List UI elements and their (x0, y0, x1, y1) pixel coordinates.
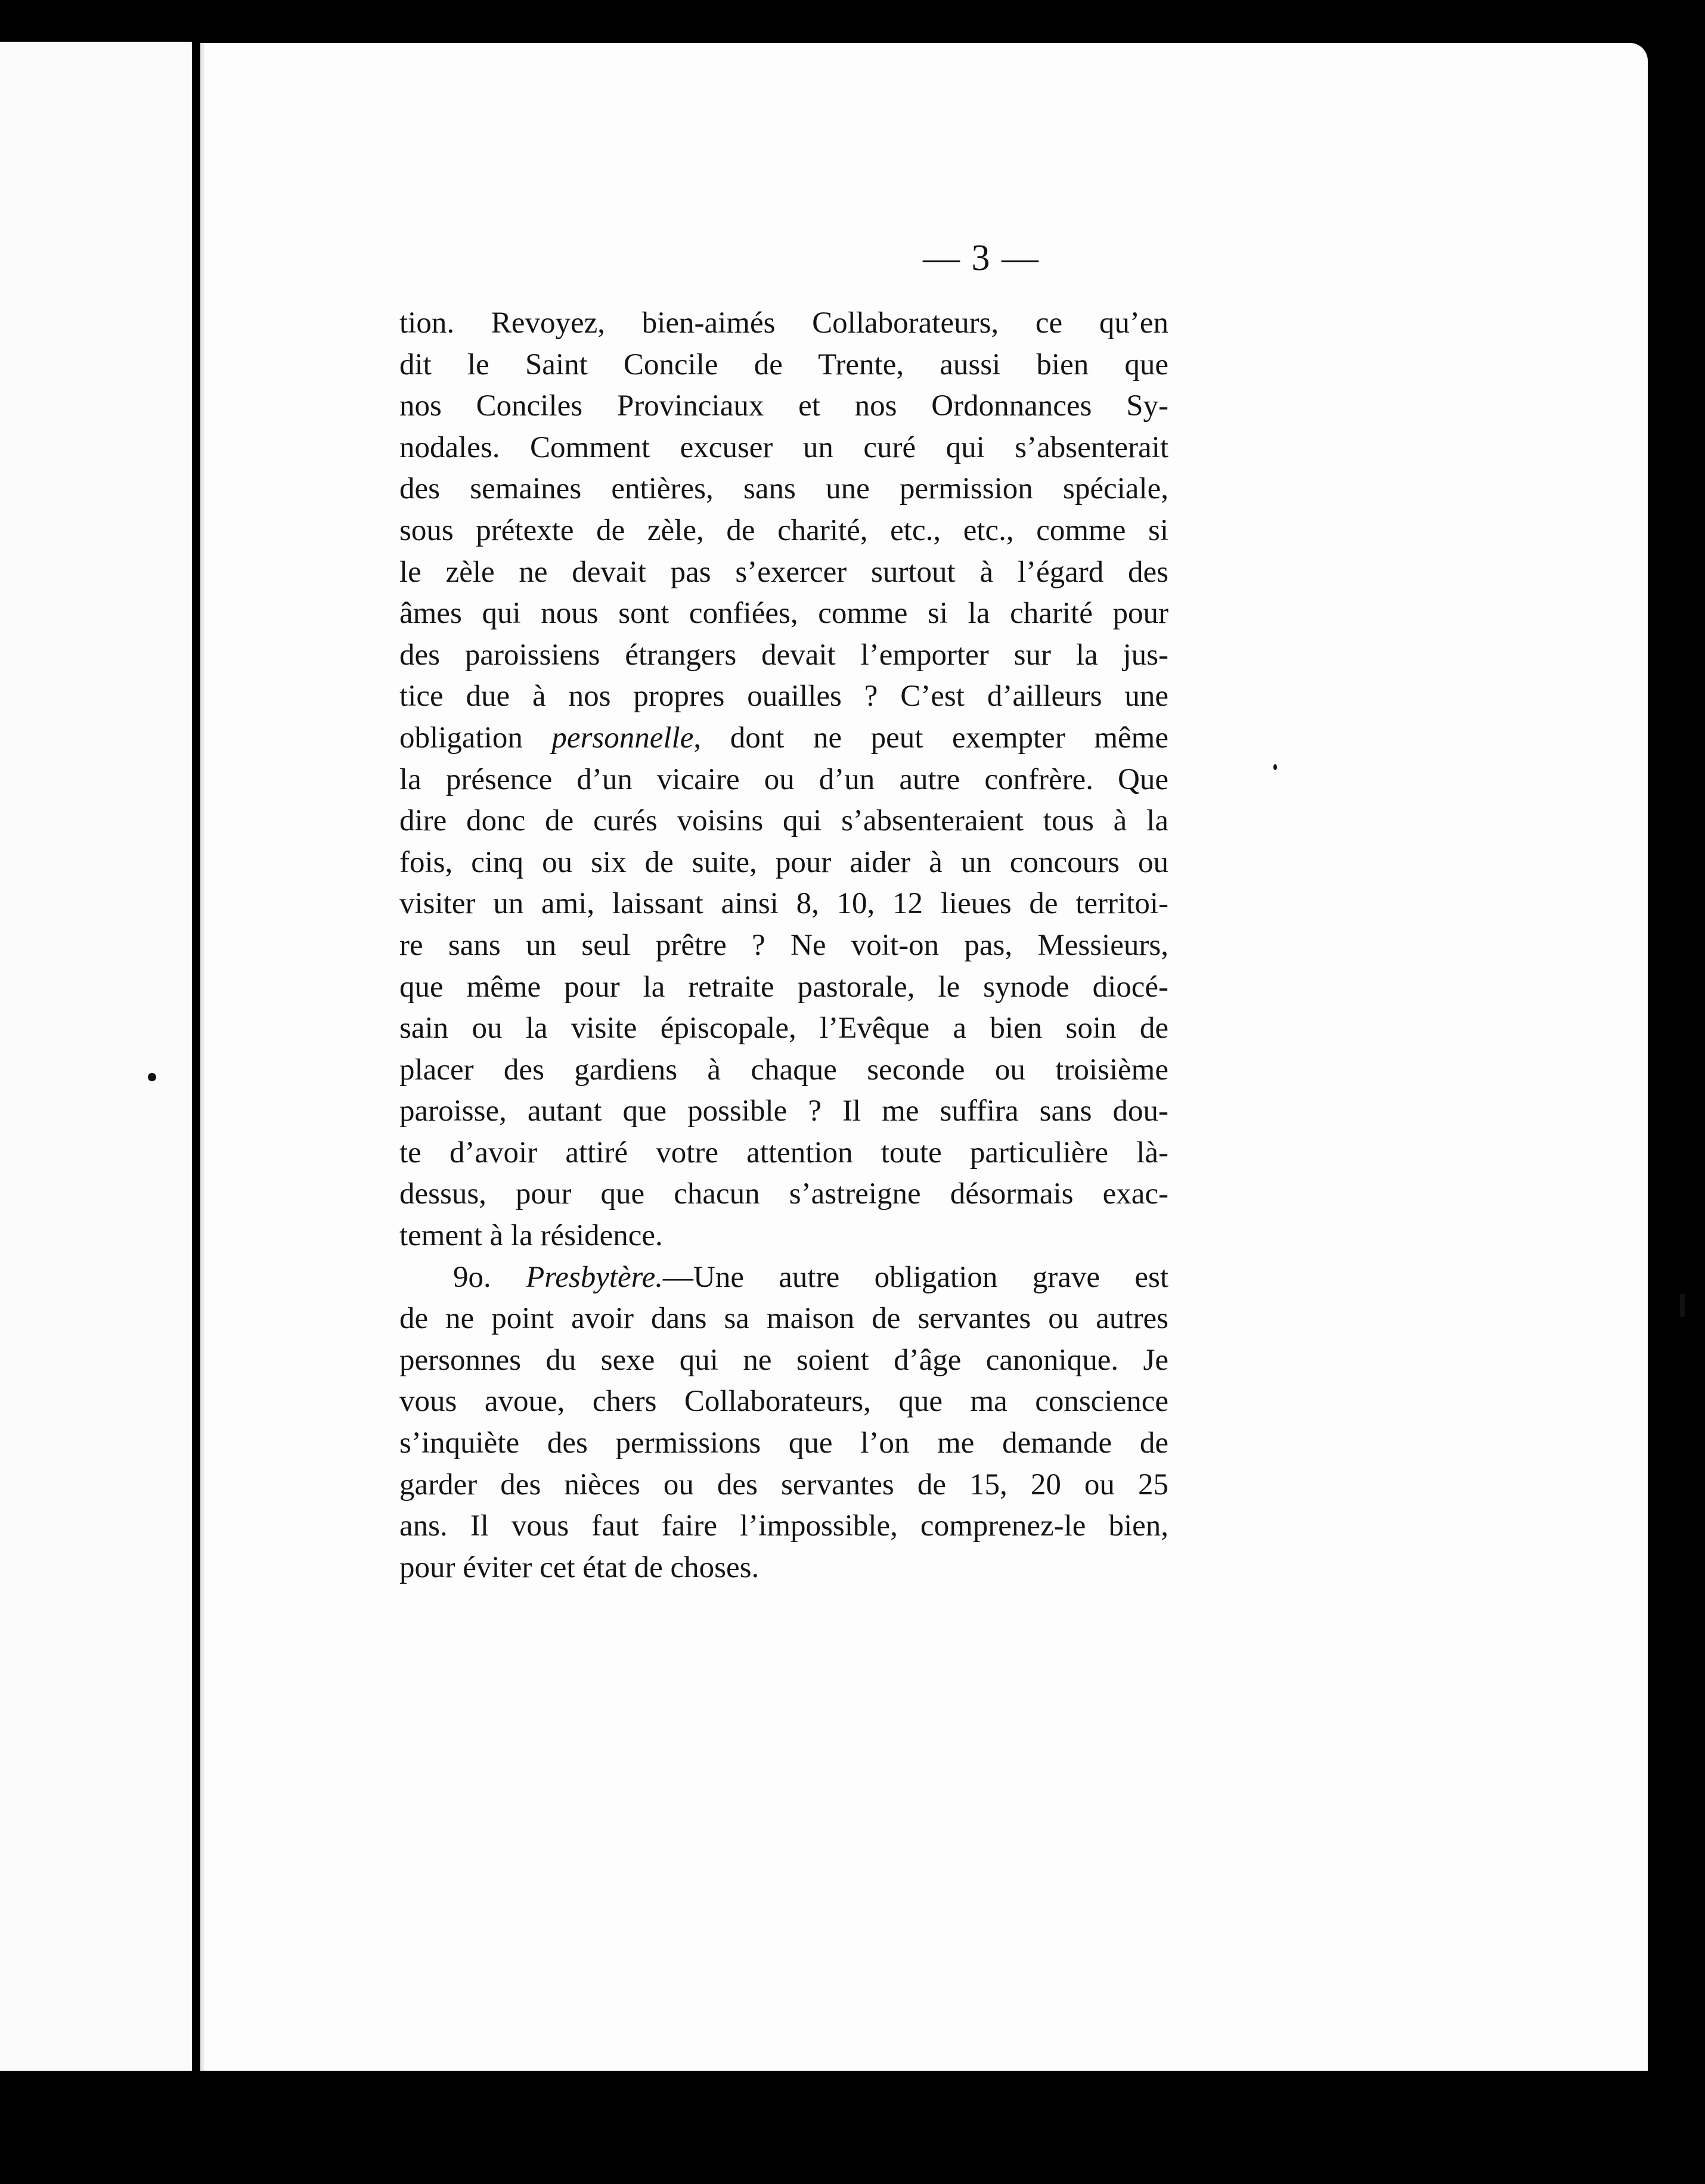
text-line: sous prétexte de zèle, de charité, etc., etc., comme si (399, 513, 1168, 547)
scan-speck (148, 1073, 156, 1081)
text-line: dire donc de curés voisins qui s’absenteraient tous à la (399, 804, 1168, 838)
facing-page-edge (0, 42, 192, 2071)
text-line: nodales. Comment excuser un curé qui s’absenterait (399, 430, 1168, 464)
document-page (200, 43, 1648, 2071)
text-line: que même pour la retraite pastorale, le synode diocé- (399, 970, 1168, 1004)
text-line: de ne point avoir dans sa maison de servantes ou autres (399, 1302, 1168, 1336)
scan-speck (1273, 764, 1277, 770)
text-line: sain ou la visite épiscopale, l’Evêque a bien soin de (399, 1012, 1168, 1046)
text-line: la présence d’un vicaire ou d’un autre confrère. Que (399, 762, 1168, 796)
text-line: placer des gardiens à chaque seconde ou troisième (399, 1053, 1168, 1087)
italic-text: personnelle (551, 721, 694, 755)
text-line: tice due à nos propres ouailles ? C’est d’ailleurs une (399, 680, 1168, 713)
page-number: — 3 — (923, 238, 1040, 278)
text-line: dit le Saint Concile de Trente, aussi bien que (399, 348, 1168, 381)
text-line: visiter un ami, laissant ainsi 8, 10, 12 lieues de territoi- (399, 887, 1168, 921)
text-line: personnes du sexe qui ne soient d’âge canonique. Je (399, 1343, 1168, 1377)
text-line: te d’avoir attiré votre attention toute particulière là- (399, 1136, 1168, 1169)
text-line: pour éviter cet état de choses. (399, 1550, 760, 1584)
text-line: paroisse, autant que possible ? Il me suffira sans dou- (399, 1094, 1168, 1128)
text-line: vous avoue, chers Collaborateurs, que ma conscience (399, 1385, 1168, 1419)
italic-text: Presbytère. (526, 1260, 663, 1294)
text-line: dessus, pour que chacun s’astreigne désormais exac- (399, 1177, 1168, 1211)
text-line: garder des nièces ou des servantes de 15, 20 ou 25 (399, 1468, 1168, 1502)
body-text (399, 303, 1168, 1589)
text-line: s’inquiète des permissions que l’on me demande de (399, 1426, 1168, 1460)
text-line: nos Conciles Provinciaux et nos Ordonnances Sy- (399, 389, 1168, 423)
text-line: ans. Il vous faut faire l’impossible, comprenez-le bien, (399, 1509, 1168, 1543)
text-line: le zèle ne devait pas s’exercer surtout à l’égard des (399, 555, 1168, 589)
text-line: fois, cinq ou six de suite, pour aider à un concours ou (399, 845, 1168, 879)
text-line: tement à la résidence. (399, 1219, 663, 1253)
text-line: des paroissiens étrangers devait l’emporter sur la jus- (399, 638, 1168, 672)
text-line: re sans un seul prêtre ? Ne voit-on pas, Messieurs, (399, 928, 1168, 962)
text-line: des semaines entières, sans une permission spéciale, (399, 472, 1168, 506)
text-line: tion. Revoyez, bien-aimés Collaborateurs, ce qu’en (399, 306, 1168, 340)
text-line: obligation personnelle, dont ne peut exempter même (399, 721, 1168, 755)
text-line: 9o. Presbytère.—Une autre obligation grave est (453, 1260, 1168, 1294)
text-line: âmes qui nous sont confiées, comme si la charité pour (399, 597, 1168, 631)
scan-speck (1680, 1293, 1685, 1317)
